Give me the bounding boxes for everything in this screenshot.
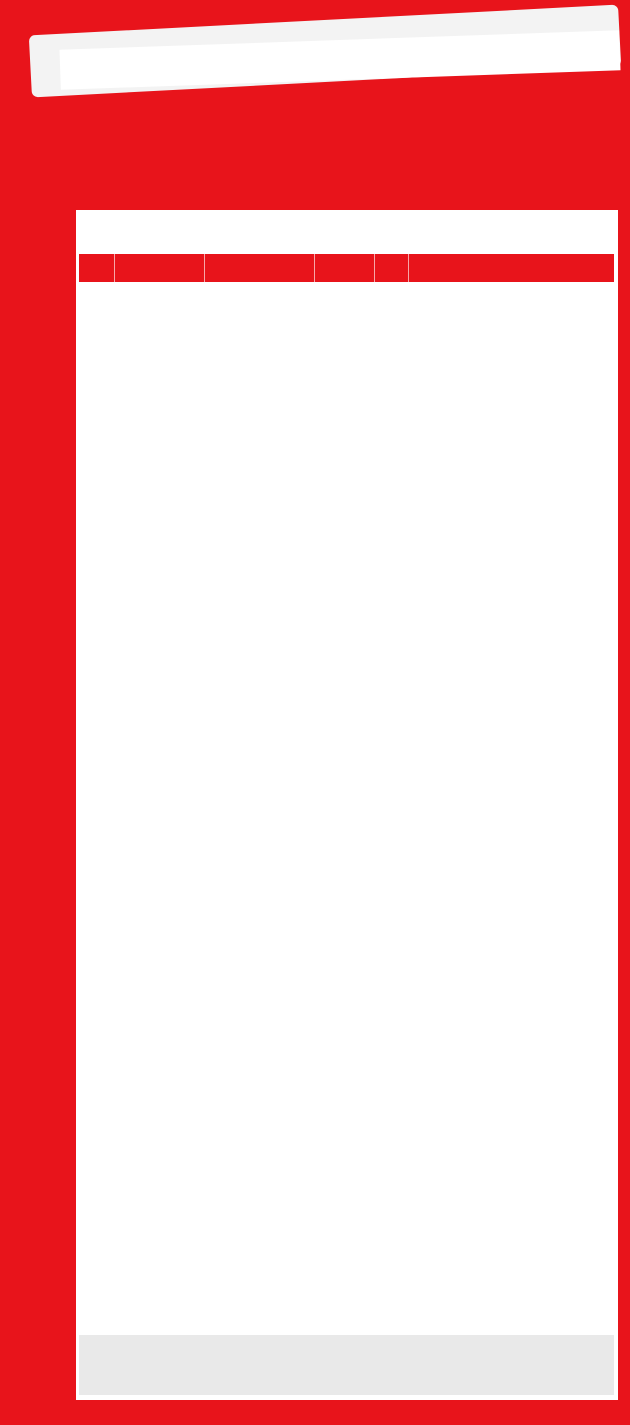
header-author	[115, 254, 205, 282]
ranking-sheet	[76, 210, 618, 1400]
header-work	[409, 254, 614, 282]
header	[0, 80, 630, 210]
header-age	[375, 254, 409, 282]
ranking-table	[79, 254, 614, 285]
header-hometown	[205, 254, 315, 282]
table-header	[79, 254, 614, 282]
header-rank	[79, 254, 115, 282]
footnote	[79, 1335, 614, 1395]
header-royalty	[315, 254, 375, 282]
